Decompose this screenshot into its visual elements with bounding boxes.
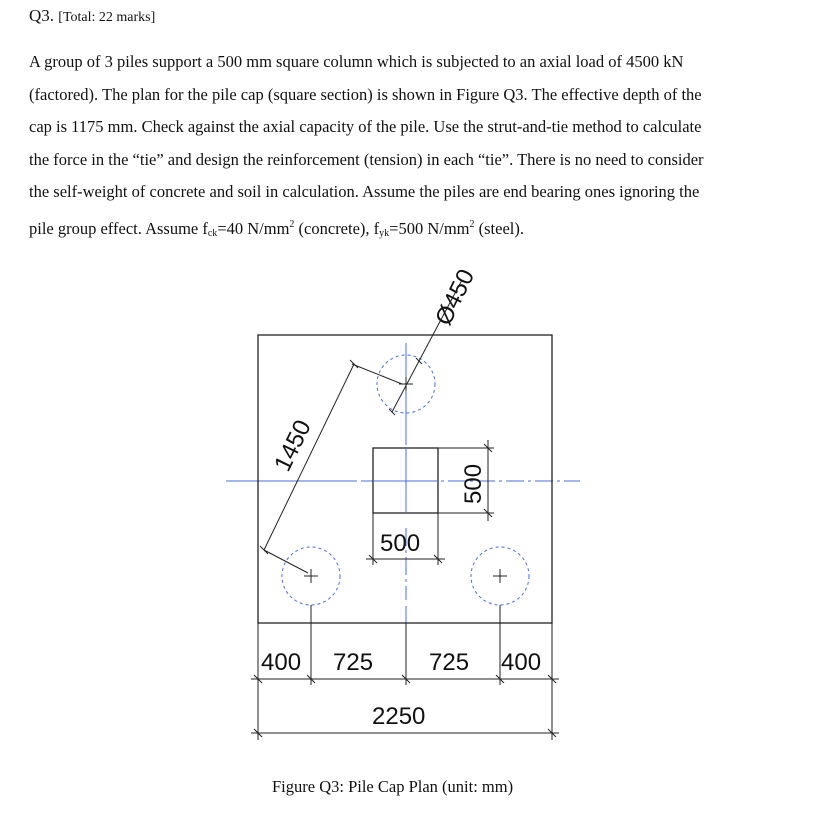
column-width-label: 500 — [380, 530, 421, 557]
pile-cap-outline — [258, 335, 552, 623]
question-total-marks: [Total: 22 marks] — [58, 10, 156, 25]
pile-bottom-right — [471, 547, 529, 605]
dim-total-label: 2250 — [372, 703, 426, 730]
text-line-material-properties: pile group effect. Assume $f_{ck}=40$ $N/mm^2$ (concrete), $f_{yk}=500$ $N/mm^2$ (steel). — [29, 218, 524, 239]
pile-diameter-label: Ø450 — [430, 265, 481, 330]
dim-right-edge-label: 400 — [501, 649, 542, 676]
dim-left-edge-label: 400 — [261, 649, 302, 676]
column-height-label: 500 — [460, 463, 487, 504]
text-line: cap is 1175 mm. Check against the axial capacity of the pile. Use the strut-and-tie method to calculate — [29, 117, 702, 136]
text-line: the force in the “tie” and design the reinforcement (tension) in each “tie”. There is no need to consider — [29, 149, 704, 169]
text-line: A group of 3 piles support a 500 mm square column which is subjected to an axial load of 4500 kN — [29, 52, 684, 71]
question-number: Q3. — [29, 6, 55, 25]
text-line: the self-weight of concrete and soil in calculation. Assume the piles are end bearing ones ignoring the — [29, 182, 700, 201]
text-line: (factored). The plan for the pile cap (square section) is shown in Figure Q3. The effective depth of the — [29, 84, 702, 104]
centre-lines — [226, 343, 580, 623]
pile-bottom-left — [282, 547, 340, 605]
diagonal-dimension-label: 1450 — [269, 415, 317, 476]
dim-right-spacing-label: 725 — [429, 649, 470, 676]
figure-caption: Figure Q3: Pile Cap Plan (unit: mm) — [272, 777, 514, 796]
dim-left-spacing-label: 725 — [333, 649, 374, 676]
